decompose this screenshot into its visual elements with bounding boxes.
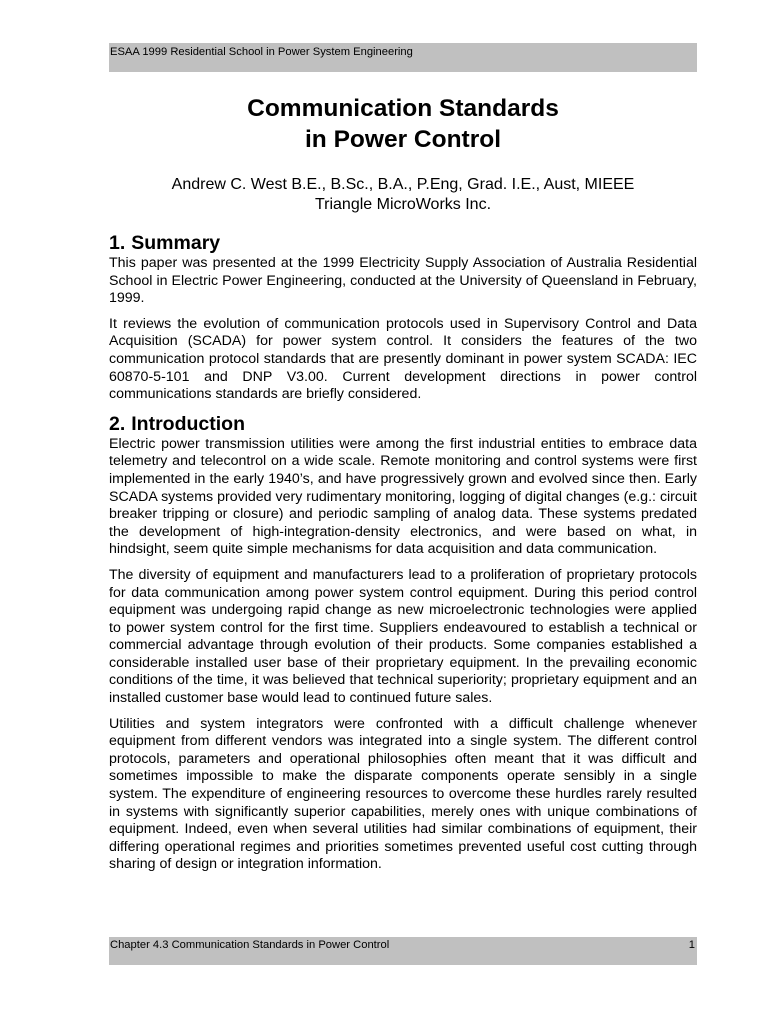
author-block xyxy=(109,175,697,215)
author-affiliation: Triangle MicroWorks Inc. xyxy=(314,196,492,213)
section-introduction xyxy=(109,412,697,874)
page-footer xyxy=(109,937,697,965)
section-title: Introduction xyxy=(131,412,245,435)
page-header xyxy=(109,43,697,72)
section-number: 2. xyxy=(109,412,126,435)
paragraph: This paper was presented at the 1999 Electricity Supply Association of Australia Residential School in Electric Power Engineering, conducted at the University of Queensland in February, 1999. xyxy=(109,255,697,307)
paragraph: Utilities and system integrators were confronted with a difficult challenge whenever equipment from different vendors was integrated into a single system. The different control protocols, parameters and operational philosophies often meant that it was difficult and sometimes impossible to make the disparate components operate sensibly in a single system. The expenditure of engineering resources to overcome these hurdles rarely resulted in systems with significantly superior capabilities, merely ones with unique combinations of equipment. Indeed, even when several utilities had similar combinations of equipment, their differing operational regimes and priorities sometimes prevented useful cost cutting through sharing of design or integration information. xyxy=(109,715,697,873)
document-body xyxy=(109,231,697,882)
section-number: 1. xyxy=(109,232,126,254)
title-line-1: Communication Standards xyxy=(247,95,559,122)
paragraph: It reviews the evolution of communication protocols used in Supervisory Control and Data Acquisition (SCADA) for power system control. It considers the features of the two communication protocol standards that are presently dominant in power system SCADA: IEC 60870-5-101 and DNP V3.00. Current development directions in power control communications standards are briefly considered. xyxy=(109,315,697,403)
page-number: 1 xyxy=(688,939,695,951)
section-heading xyxy=(109,231,697,255)
author-name: Andrew C. West B.E., B.Sc., B.A., P.Eng, Grad. I.E., Aust, MIEEE xyxy=(171,176,635,193)
paragraph: Electric power transmission utilities were among the first industrial entities to embrace data telemetry and telecontrol on a wide scale. Remote monitoring and control systems were first implemented in the early 1940’s, and have progressively grown and evolved since then. Early SCADA systems provided very rudimentary monitoring, logging of digital changes (e.g.: circuit breaker tripping or closure) and periodic sampling of analog data. These systems predated the development of high-integration-density electronics, and were based on what, in hindsight, seem quite simple mechanisms for data acquisition and data communication. xyxy=(109,435,697,558)
paragraph: The diversity of equipment and manufacturers lead to a proliferation of proprietary protocols for data communication among power system control equipment. During this period control equipment was undergoing rapid change as new microelectronic technologies were applied to power system control for the first time. Suppliers endeavoured to establish a technical or commercial advantage through evolution of their products. Some companies established a considerable installed user base of their proprietary equipment. In the prevailing economic conditions of the time, it was believed that technical superiority; proprietary equipment and an installed customer base would lead to continued future sales. xyxy=(109,566,697,707)
section-summary xyxy=(109,231,697,404)
header-text: ESAA 1999 Residential School in Power System Engineering xyxy=(110,46,413,58)
footer-text: Chapter 4.3 Communication Standards in Power Control xyxy=(110,939,390,951)
section-title: Summary xyxy=(131,232,221,254)
section-heading xyxy=(109,412,697,436)
title-line-2: in Power Control xyxy=(305,126,501,153)
document-title xyxy=(109,93,697,155)
